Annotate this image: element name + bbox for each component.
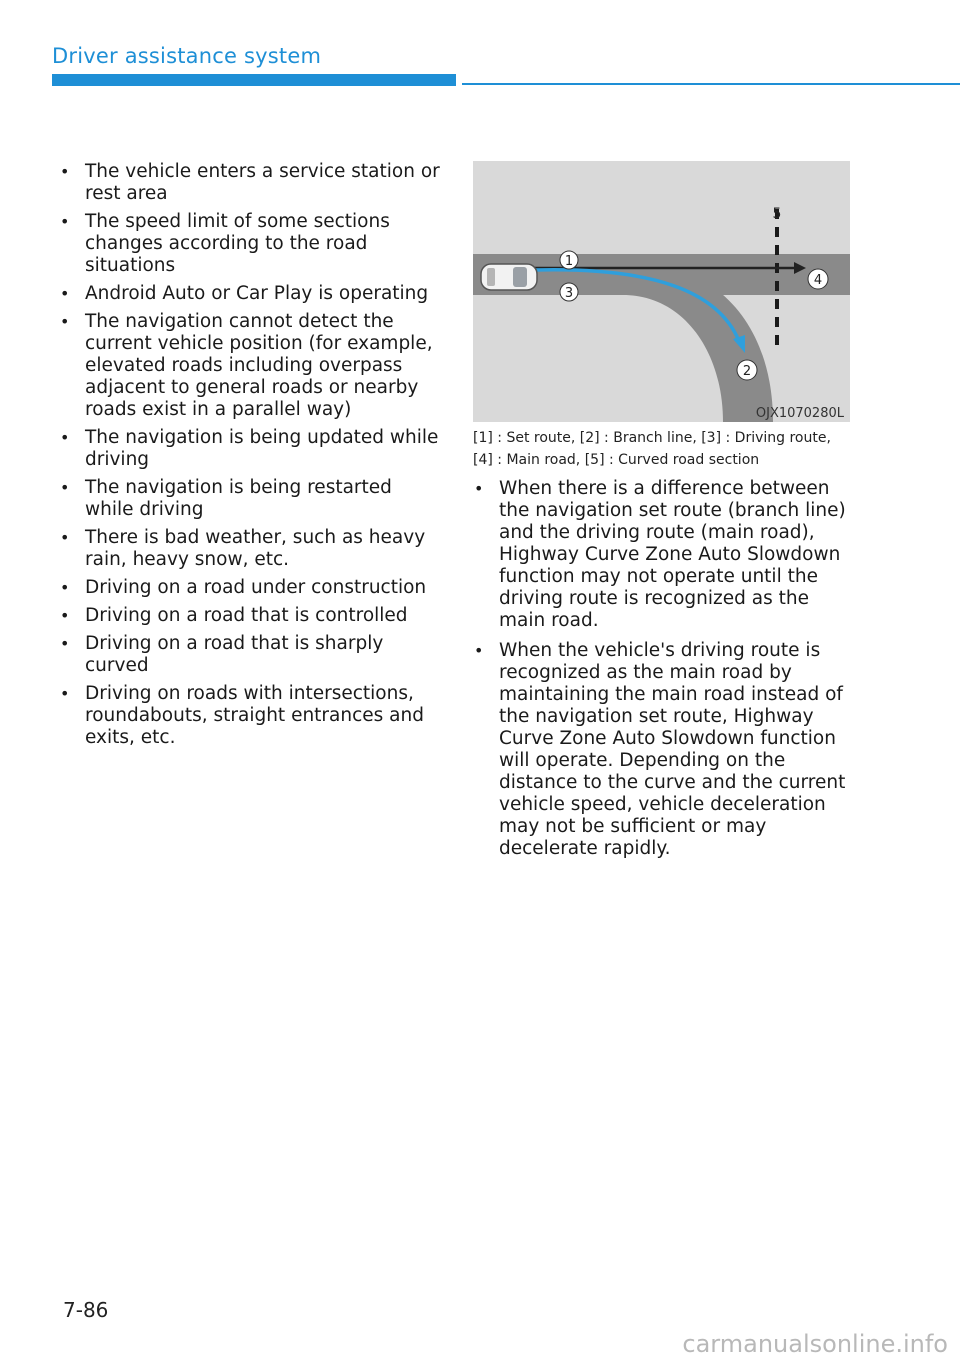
list-item: • The navigation is being restarted while driving bbox=[52, 477, 444, 521]
list-item: • Android Auto or Car Play is operating bbox=[52, 283, 444, 305]
caption-line-1: [1] : Set route, [2] : Branch line, [3] : Driving route, bbox=[473, 430, 831, 446]
list-item: • When the vehicle's driving route is recognized as the main road by maintaining the main road instead of the navigation set route, Highway Curve Zone Auto Slowdown function will operate. Depending on the distance to the curve and the current vehicle speed, vehicle deceleration may not be sufficient or may decelerate rapidly. bbox=[466, 640, 846, 860]
label-2: 2 bbox=[742, 364, 752, 379]
list-item: • There is bad weather, such as heavy rain, heavy snow, etc. bbox=[52, 527, 444, 571]
left-column bbox=[52, 161, 444, 755]
label-5: 5 bbox=[772, 206, 782, 222]
caption-line-2: [4] : Main road, [5] : Curved road section bbox=[473, 452, 760, 468]
watermark: carmanualsonline.info bbox=[682, 1330, 948, 1358]
header-bar-thick bbox=[52, 74, 456, 86]
list-item: • The speed limit of some sections changes according to the road situations bbox=[52, 211, 444, 277]
right-bullet-list bbox=[466, 478, 846, 860]
list-item: • The vehicle enters a service station or rest area bbox=[52, 161, 444, 205]
list-item: • The navigation cannot detect the current vehicle position (for example, elevated roads including overpass adjacent to general roads or nearby roads exist in a parallel way) bbox=[52, 311, 444, 421]
page-number: 7-86 bbox=[63, 1298, 109, 1322]
left-bullet-list bbox=[52, 161, 444, 749]
list-item: • Driving on a road that is sharply curved bbox=[52, 633, 444, 677]
label-3: 3 bbox=[564, 286, 574, 301]
label-1: 1 bbox=[564, 254, 574, 269]
list-item: • Driving on a road that is controlled bbox=[52, 605, 444, 627]
label-1-badge bbox=[560, 251, 578, 269]
route-diagram bbox=[473, 161, 850, 422]
figure-code: OJX1070280L bbox=[755, 406, 844, 421]
header-bar-thin bbox=[462, 83, 960, 85]
vehicle-icon bbox=[481, 264, 537, 290]
label-4-badge bbox=[808, 269, 828, 289]
label-3-badge bbox=[560, 283, 578, 301]
right-column bbox=[466, 478, 846, 868]
label-4: 4 bbox=[813, 273, 823, 288]
section-title: Driver assistance system bbox=[52, 44, 322, 68]
list-item: • When there is a difference between the navigation set route (branch line) and the driving route (main road), Highway Curve Zone Auto Slowdown function may not operate until the driving route is recognized as the main road. bbox=[466, 478, 846, 632]
list-item: • Driving on a road under construction bbox=[52, 577, 444, 599]
list-item: • Driving on roads with intersections, roundabouts, straight entrances and exits, etc. bbox=[52, 683, 444, 749]
list-item: • The navigation is being updated while driving bbox=[52, 427, 444, 471]
figure-caption bbox=[473, 427, 853, 471]
label-2-badge bbox=[737, 360, 757, 380]
